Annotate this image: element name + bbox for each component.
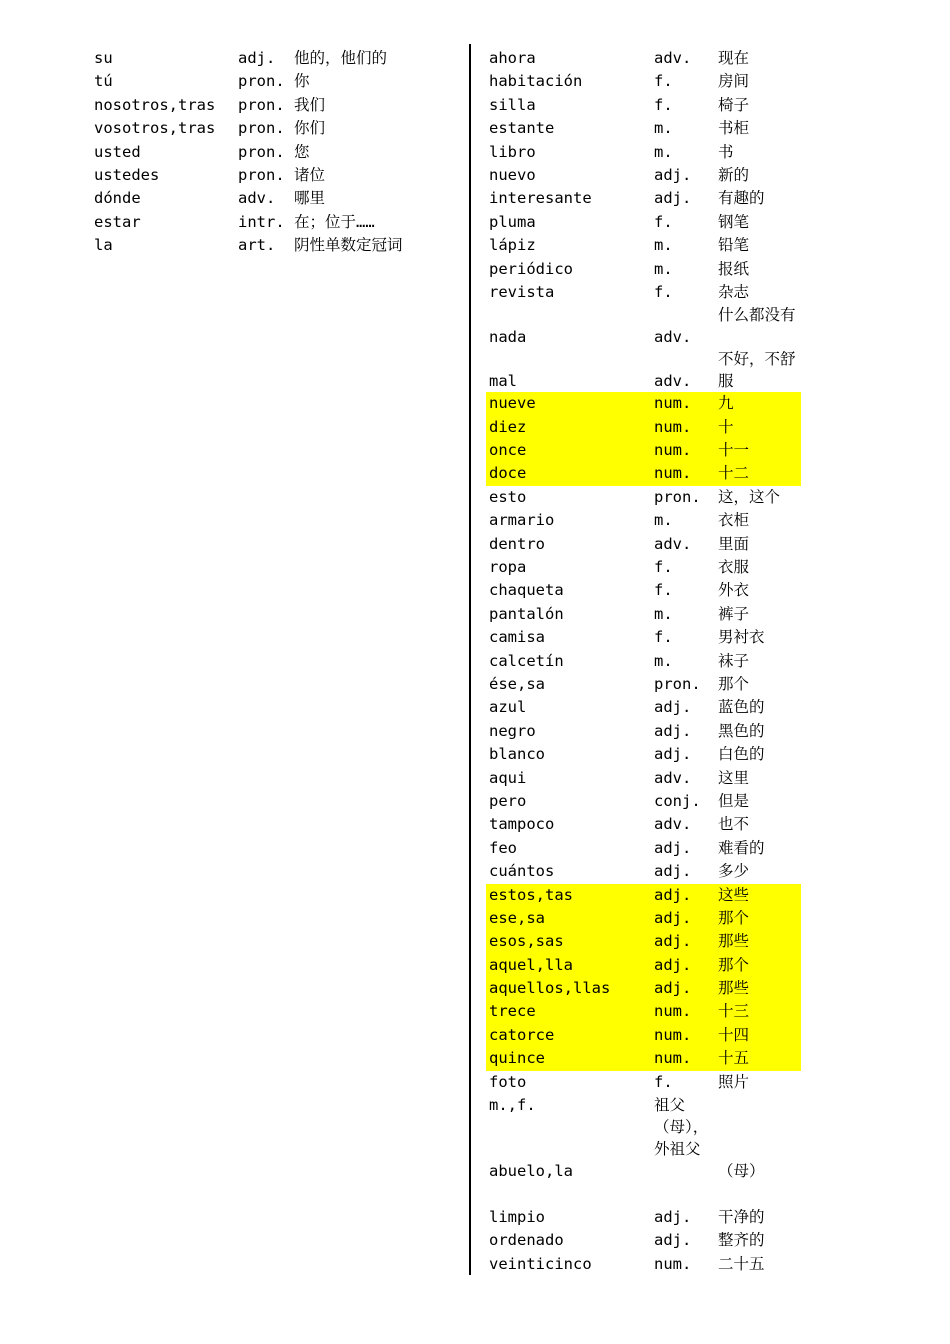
spanish-word: nada	[489, 328, 527, 347]
part-of-speech: m.	[654, 651, 673, 670]
part-of-speech: adv.	[654, 768, 692, 787]
vocab-row	[489, 837, 809, 860]
gender-note: m.,f.	[489, 1096, 536, 1115]
part-of-speech: adj.	[654, 838, 692, 857]
spanish-word: quince	[489, 1049, 545, 1068]
part-of-speech: adv.	[654, 534, 692, 553]
part-of-speech: 祖父（母），外祖父	[654, 1096, 709, 1159]
spanish-word: azul	[489, 698, 527, 717]
vocab-row	[94, 117, 474, 140]
part-of-speech: f.	[654, 282, 673, 301]
vocab-row-highlighted	[486, 392, 801, 415]
left-vocab-column	[94, 47, 474, 258]
part-of-speech: adv.	[654, 49, 692, 67]
chinese-meaning: 书柜	[718, 119, 750, 138]
part-of-speech: adj.	[654, 932, 692, 951]
spanish-word: la	[94, 236, 113, 255]
chinese-meaning: 十三	[718, 1002, 750, 1021]
part-of-speech: intr.	[238, 212, 285, 231]
vocab-row	[489, 813, 809, 836]
chinese-meaning: 那个	[718, 674, 750, 693]
part-of-speech: pron.	[654, 487, 701, 506]
part-of-speech: m.	[654, 142, 673, 161]
chinese-meaning: 蓝色的	[718, 698, 765, 717]
vocab-row-highlighted	[486, 930, 801, 953]
part-of-speech: adv.	[654, 372, 692, 391]
spanish-word: estar	[94, 212, 141, 231]
spanish-word: aquellos,llas	[489, 979, 611, 998]
spanish-word: ropa	[489, 558, 527, 577]
vocab-row	[489, 187, 809, 210]
spanish-word: diez	[489, 417, 527, 436]
part-of-speech: adj.	[654, 979, 692, 998]
spanish-word: ustedes	[94, 165, 160, 184]
spanish-word: trece	[489, 1002, 536, 1021]
vocab-row	[489, 164, 809, 187]
chinese-meaning: 也不	[718, 815, 750, 834]
part-of-speech: num.	[654, 1049, 692, 1068]
part-of-speech: art.	[238, 236, 276, 255]
spanish-word: ahora	[489, 49, 536, 67]
part-of-speech: adj.	[238, 49, 276, 67]
part-of-speech: f.	[654, 628, 673, 647]
spanish-word: abuelo,la	[489, 1162, 573, 1181]
chinese-meaning: 外衣	[718, 581, 750, 600]
spanish-word: blanco	[489, 745, 545, 764]
spanish-word: doce	[489, 464, 527, 483]
part-of-speech: pron.	[238, 95, 285, 114]
spanish-word: esto	[489, 487, 527, 506]
spanish-word: periódico	[489, 259, 573, 278]
vocab-row	[489, 117, 809, 140]
spanish-word: vosotros,tras	[94, 119, 216, 138]
part-of-speech: adj.	[654, 189, 692, 208]
spanish-word: habitación	[489, 72, 583, 91]
chinese-meaning: 白色的	[718, 745, 765, 764]
spanish-word: silla	[489, 95, 536, 114]
vocab-row	[94, 94, 474, 117]
spanish-word: revista	[489, 282, 555, 301]
vocab-row	[489, 860, 809, 883]
part-of-speech: m.	[654, 236, 673, 255]
chinese-meaning: 袜子	[718, 651, 750, 670]
chinese-meaning: （母）	[718, 1162, 765, 1181]
part-of-speech: f.	[654, 72, 673, 91]
spanish-word: pero	[489, 791, 527, 810]
chinese-meaning: 难看的	[718, 838, 765, 857]
chinese-meaning: 房间	[718, 72, 750, 91]
vocab-row	[489, 211, 809, 234]
vocab-row	[489, 1253, 809, 1276]
spanish-word: foto	[489, 1072, 527, 1091]
vocab-row-highlighted	[486, 954, 801, 977]
vocab-row-highlighted	[486, 907, 801, 930]
column-divider	[469, 44, 471, 1275]
chinese-meaning: 那些	[718, 979, 750, 998]
vocab-row	[489, 626, 809, 649]
spanish-word: interesante	[489, 189, 592, 208]
chinese-meaning: 椅子	[718, 95, 750, 114]
spanish-word: estante	[489, 119, 555, 138]
vocab-row-highlighted	[486, 416, 801, 439]
vocab-row	[94, 141, 474, 164]
spanish-word: usted	[94, 142, 141, 161]
vocab-row	[94, 70, 474, 93]
part-of-speech: pron.	[238, 142, 285, 161]
spanish-word: cuántos	[489, 862, 555, 881]
chinese-meaning: 但是	[718, 791, 750, 810]
chinese-meaning: 不好，不舒服	[718, 350, 796, 391]
spanish-word: pantalón	[489, 604, 564, 623]
part-of-speech: adj.	[654, 955, 692, 974]
spanish-word: nueve	[489, 394, 536, 413]
spanish-word: feo	[489, 838, 517, 857]
chinese-meaning: 钢笔	[718, 212, 750, 231]
spanish-word: mal	[489, 372, 517, 391]
part-of-speech: num.	[654, 1002, 692, 1021]
vocab-row	[489, 650, 809, 673]
part-of-speech: num.	[654, 417, 692, 436]
vocab-row	[489, 141, 809, 164]
spanish-word: veinticinco	[489, 1254, 592, 1273]
vocab-row-highlighted	[486, 1000, 801, 1023]
spanish-word: negro	[489, 721, 536, 740]
chinese-meaning: 十	[718, 417, 734, 436]
chinese-meaning: 新的	[718, 165, 750, 184]
spanish-word: nosotros,tras	[94, 95, 216, 114]
chinese-meaning: 衣柜	[718, 511, 750, 530]
part-of-speech: num.	[654, 394, 692, 413]
vocab-row	[94, 164, 474, 187]
part-of-speech: adj.	[654, 862, 692, 881]
part-of-speech: num.	[654, 1254, 692, 1273]
vocab-row	[489, 603, 809, 626]
chinese-meaning: 衣服	[718, 558, 750, 577]
spanish-word: ese,sa	[489, 908, 545, 927]
vocab-row	[489, 720, 809, 743]
part-of-speech: adj.	[654, 721, 692, 740]
part-of-speech: adj.	[654, 908, 692, 927]
spanish-word: ése,sa	[489, 674, 545, 693]
vocab-row	[94, 234, 474, 257]
vocab-row	[489, 234, 809, 257]
spanish-word: tú	[94, 72, 113, 91]
spanish-word: nuevo	[489, 165, 536, 184]
chinese-meaning: 这，这个	[718, 487, 781, 506]
part-of-speech: m.	[654, 259, 673, 278]
chinese-meaning: 那些	[718, 932, 750, 951]
chinese-meaning: 黑色的	[718, 721, 765, 740]
part-of-speech: adv.	[238, 189, 276, 208]
part-of-speech: num.	[654, 441, 692, 460]
part-of-speech: m.	[654, 511, 673, 530]
chinese-meaning: 多少	[718, 862, 750, 881]
chinese-meaning: 十五	[718, 1049, 750, 1068]
spanish-word: armario	[489, 511, 555, 530]
spanish-word: su	[94, 49, 113, 67]
vocab-row	[489, 556, 809, 579]
part-of-speech: num.	[654, 464, 692, 483]
vocab-row	[489, 348, 809, 392]
chinese-meaning: 男衬衣	[718, 628, 765, 647]
spanish-word: aquel,lla	[489, 955, 573, 974]
chinese-meaning: 这些	[718, 885, 750, 904]
chinese-meaning: 干净的	[718, 1208, 765, 1227]
part-of-speech: num.	[654, 1025, 692, 1044]
spanish-word: once	[489, 441, 527, 460]
chinese-meaning: 我们	[294, 95, 326, 114]
chinese-meaning: 那个	[718, 908, 750, 927]
chinese-meaning: 里面	[718, 534, 750, 553]
chinese-meaning: 诸位	[294, 165, 326, 184]
vocab-row	[94, 211, 474, 234]
vocab-row	[489, 1094, 809, 1206]
vocab-row	[489, 509, 809, 532]
vocab-row	[489, 673, 809, 696]
chinese-meaning: 杂志	[718, 282, 750, 301]
part-of-speech: f.	[654, 1072, 673, 1091]
part-of-speech: m.	[654, 604, 673, 623]
chinese-meaning: 十二	[718, 464, 750, 483]
vocab-row	[94, 187, 474, 210]
chinese-meaning: 照片	[718, 1072, 750, 1091]
vocab-row	[489, 281, 809, 304]
part-of-speech: pron.	[654, 674, 701, 693]
vocab-row	[489, 94, 809, 117]
vocab-row	[489, 743, 809, 766]
chinese-meaning: 那个	[718, 955, 750, 974]
chinese-meaning: 你	[294, 72, 310, 91]
vocab-row-highlighted	[486, 1047, 801, 1070]
chinese-meaning: 铅笔	[718, 236, 750, 255]
vocab-row	[489, 533, 809, 556]
spanish-word: libro	[489, 142, 536, 161]
spanish-word: lápiz	[489, 236, 536, 255]
vocab-row	[489, 304, 809, 348]
part-of-speech: f.	[654, 212, 673, 231]
chinese-meaning: 你们	[294, 119, 326, 138]
vocab-row	[489, 1229, 809, 1252]
part-of-speech: f.	[654, 558, 673, 577]
chinese-meaning: 您	[294, 142, 310, 161]
chinese-meaning: 十四	[718, 1025, 750, 1044]
chinese-meaning: 二十五	[718, 1254, 765, 1273]
part-of-speech: adj.	[654, 745, 692, 764]
vocab-row	[489, 790, 809, 813]
right-vocab-column	[489, 47, 809, 1276]
vocab-row	[489, 1071, 809, 1094]
spanish-word: tampoco	[489, 815, 555, 834]
part-of-speech: f.	[654, 95, 673, 114]
part-of-speech: adj.	[654, 1208, 692, 1227]
chinese-meaning: 在；位于……	[294, 212, 375, 231]
part-of-speech: pron.	[238, 119, 285, 138]
chinese-meaning: 有趣的	[718, 189, 765, 208]
vocab-row	[489, 579, 809, 602]
spanish-word: dónde	[94, 189, 141, 208]
part-of-speech: adv.	[654, 328, 692, 347]
part-of-speech: adj.	[654, 698, 692, 717]
vocab-row-highlighted	[486, 1024, 801, 1047]
chinese-meaning: 这里	[718, 768, 750, 787]
chinese-meaning: 九	[718, 394, 734, 413]
part-of-speech: adj.	[654, 165, 692, 184]
part-of-speech: adv.	[654, 815, 692, 834]
spanish-word: dentro	[489, 534, 545, 553]
vocab-row	[94, 47, 474, 70]
part-of-speech: m.	[654, 119, 673, 138]
vocab-row	[489, 47, 809, 70]
vocab-row	[489, 1206, 809, 1229]
spanish-word: aqui	[489, 768, 527, 787]
spanish-word: chaqueta	[489, 581, 564, 600]
part-of-speech: pron.	[238, 72, 285, 91]
chinese-meaning: 书	[718, 142, 734, 161]
part-of-speech: pron.	[238, 165, 285, 184]
spanish-word: estos,tas	[489, 885, 573, 904]
spanish-word: camisa	[489, 628, 545, 647]
vocab-row	[489, 70, 809, 93]
spanish-word: esos,sas	[489, 932, 564, 951]
vocab-row-highlighted	[486, 439, 801, 462]
vocab-row	[489, 767, 809, 790]
chinese-meaning: 什么都没有	[718, 306, 796, 325]
vocab-row	[489, 696, 809, 719]
vocab-row	[489, 258, 809, 281]
part-of-speech: adj.	[654, 1231, 692, 1250]
spanish-word: calcetín	[489, 651, 564, 670]
vocab-row-highlighted	[486, 462, 801, 485]
chinese-meaning: 整齐的	[718, 1231, 765, 1250]
chinese-meaning: 报纸	[718, 259, 750, 278]
part-of-speech: conj.	[654, 791, 701, 810]
chinese-meaning: 哪里	[294, 189, 326, 208]
chinese-meaning: 阴性单数定冠词	[294, 236, 403, 255]
chinese-meaning: 十一	[718, 441, 750, 460]
part-of-speech: adj.	[654, 885, 692, 904]
spanish-word: ordenado	[489, 1231, 564, 1250]
chinese-meaning: 裤子	[718, 604, 750, 623]
vocab-row	[489, 486, 809, 509]
spanish-word: catorce	[489, 1025, 555, 1044]
part-of-speech: f.	[654, 581, 673, 600]
vocab-row-highlighted	[486, 884, 801, 907]
spanish-word: limpio	[489, 1208, 545, 1227]
vocab-row-highlighted	[486, 977, 801, 1000]
spanish-word: pluma	[489, 212, 536, 231]
chinese-meaning: 现在	[718, 49, 750, 67]
chinese-meaning: 他的，他们的	[294, 49, 388, 67]
